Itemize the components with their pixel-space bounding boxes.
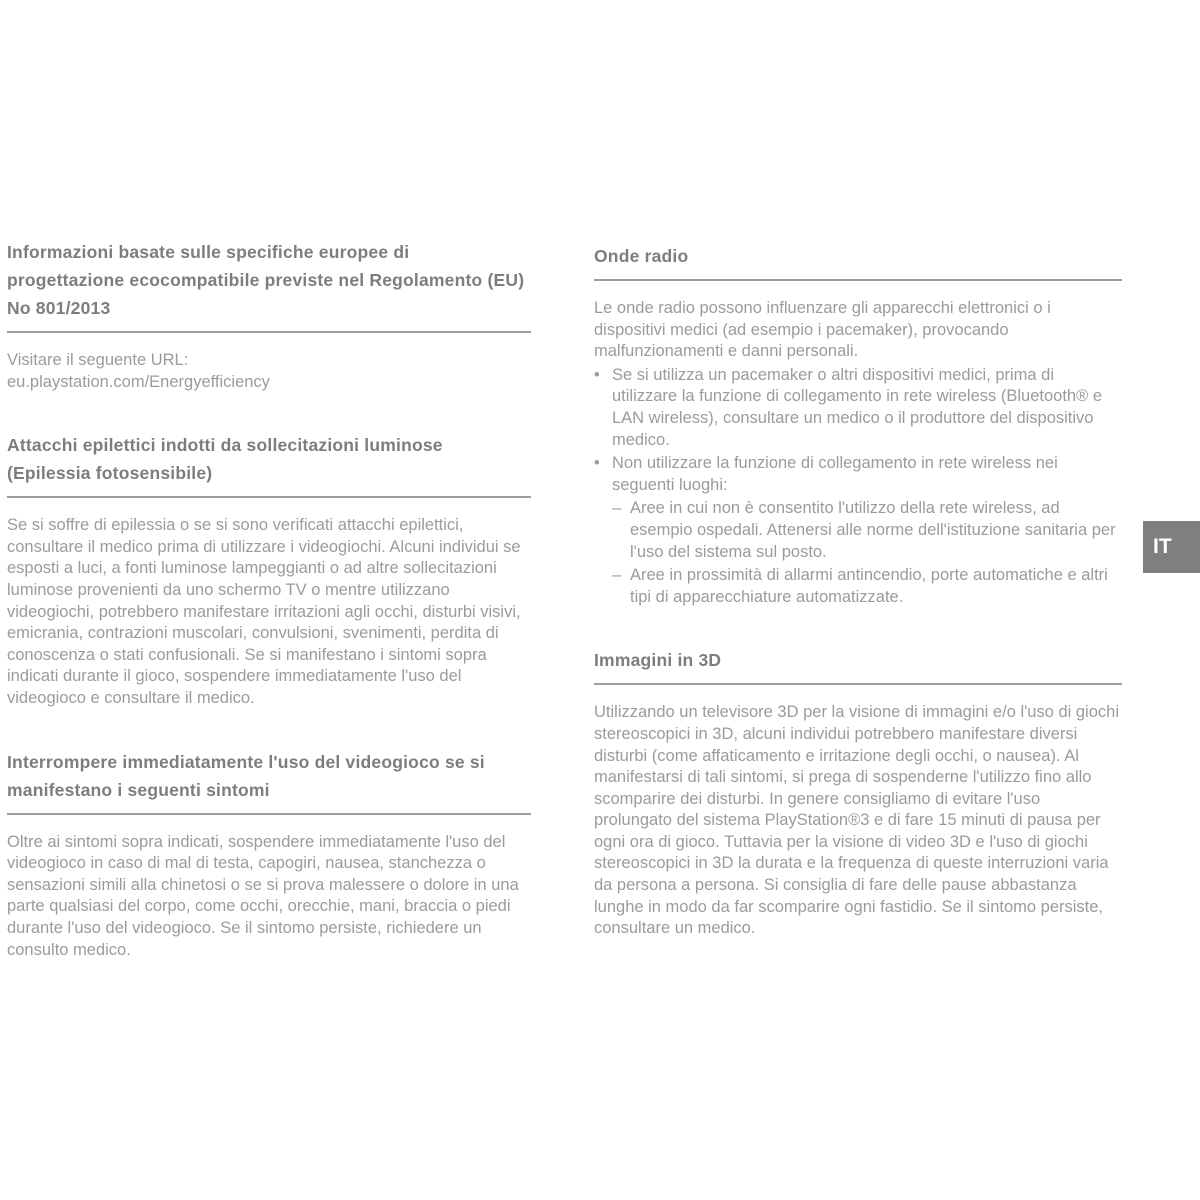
radio-sub-list bbox=[612, 498, 1122, 608]
section-heading: Onde radio bbox=[594, 246, 689, 266]
section-3d-images bbox=[594, 646, 1122, 940]
heading-rule bbox=[7, 331, 531, 333]
section-body: Visitare il seguente URL: bbox=[7, 351, 189, 369]
radio-warnings-list bbox=[594, 365, 1122, 609]
bullet-row bbox=[612, 565, 1122, 608]
section-heading: Immagini in 3D bbox=[594, 650, 722, 671]
bullet-text: Se si utilizza un pacemaker o altri dispositivi medici, prima di utilizzare la funzione di collegamento in rete wireless (Bluetooth® e LAN wireless), consultare un medico o il produttore del dispositivo medico. bbox=[612, 365, 1102, 449]
list-item bbox=[594, 365, 1122, 451]
heading-rule bbox=[594, 279, 1122, 281]
list-item bbox=[594, 453, 1122, 608]
section-body: Utilizzando un televisore 3D per la visione di immagini e/o l'uso di giochi stereoscopici in 3D, alcuni individui potrebbero manifestare diversi disturbi (come affaticamento e irritazione degli occhi, o nausea). Al manifestarsi di tali sintomi, si prega di sospenderne l'utilizzo fino allo scomparire dei disturbi. In genere consigliamo di evitare l'uso prolungato del sistema PlayStation®3 e di fare 15 minuti di pausa per ogni ora di gioco. Tuttavia per la visione di video 3D e l'uso di giochi stereoscopici in 3D la durata e la frequenza di queste interruzioni varia da persona a persona. Si consiglia di fare delle pause abbastanza lunghe in modo da far scomparire ogni fastidio. Se il sintomo persiste, consultare un medico. bbox=[594, 703, 1119, 938]
section-body: Se si soffre di epilessia o se si sono verificati attacchi epilettici, consultare il medico prima di utilizzare i videogiochi. Alcuni individui se esposti a luci, a fonti luminose lampeggianti o ad altre sollecitazioni luminose provenienti da uno schermo TV o mentre utilizzano videogiochi, potrebbero manifestare irritazioni agli occhi, disturbi visivi, emicrania, contrazioni muscolari, convulsioni, svenimenti, perdita di conoscenza o stati confusionali. Se si manifestano i sintomi sopra indicati durante il gioco, sospendere immediatamente l'uso del videogioco e consultare il medico. bbox=[7, 516, 521, 707]
left-column bbox=[7, 238, 531, 961]
bullet-marker: • bbox=[594, 454, 600, 473]
heading-rule bbox=[594, 683, 1122, 685]
language-tab-it: IT bbox=[1143, 521, 1200, 573]
bullet-row bbox=[594, 365, 1122, 451]
section-body: Oltre ai sintomi sopra indicati, sospendere immediatamente l'uso del videogioco in caso di mal di testa, capogiri, nausea, stanchezza o sensazioni simili alla chinetosi o se si prova malessere o dolore in una parte qualsiasi del corpo, come occhi, orecchie, mani, braccia o piedi durante l'uso del videogioco. Se il sintomo persiste, richiedere un consulto medico. bbox=[7, 832, 519, 959]
bullet-text: Non utilizzare la funzione di collegamento in rete wireless nei seguenti luoghi: bbox=[612, 454, 1058, 494]
dash-marker: – bbox=[612, 499, 622, 518]
heading-rule bbox=[7, 813, 531, 815]
bullet-text: Aree in prossimità di allarmi antincendio, porte automatiche e altri tipi di apparecchiature automatizzate. bbox=[630, 566, 1108, 606]
heading-rule bbox=[7, 496, 531, 498]
section-heading: Informazioni basate sulle specifiche europee di progettazione ecocompatibile previste nel Regolamento (EU) No 801/2013 bbox=[7, 242, 525, 318]
section-radio-waves bbox=[594, 242, 1122, 608]
right-column bbox=[594, 242, 1122, 940]
bullet-text: Aree in cui non è consentito l'utilizzo della rete wireless, ad esempio ospedali. Attenersi alle norme dell'istituzione sanitaria per l'uso del sistema sul posto. bbox=[630, 499, 1116, 561]
bullet-row bbox=[612, 498, 1122, 563]
dash-marker: – bbox=[612, 566, 622, 585]
bullet-marker: • bbox=[594, 365, 600, 384]
section-heading: Attacchi epilettici indotti da sollecitazioni luminose (Epilessia fotosensibile) bbox=[7, 435, 443, 484]
list-item bbox=[612, 565, 1122, 608]
bullet-row bbox=[594, 453, 1122, 496]
list-item bbox=[612, 498, 1122, 563]
section-stop-symptoms bbox=[7, 748, 531, 962]
section-body: Le onde radio possono influenzare gli apparecchi elettronici o i dispositivi medici (ad esempio i pacemaker), provocando malfunzionamenti e danni personali. bbox=[594, 299, 1051, 361]
section-heading: Interrompere immediatamente l'uso del videogioco se si manifestano i seguenti sintomi bbox=[7, 751, 485, 800]
energy-efficiency-url: eu.playstation.com/Energyefficiency bbox=[7, 372, 270, 391]
section-eco-design bbox=[7, 238, 531, 393]
section-epilepsy bbox=[7, 431, 531, 709]
